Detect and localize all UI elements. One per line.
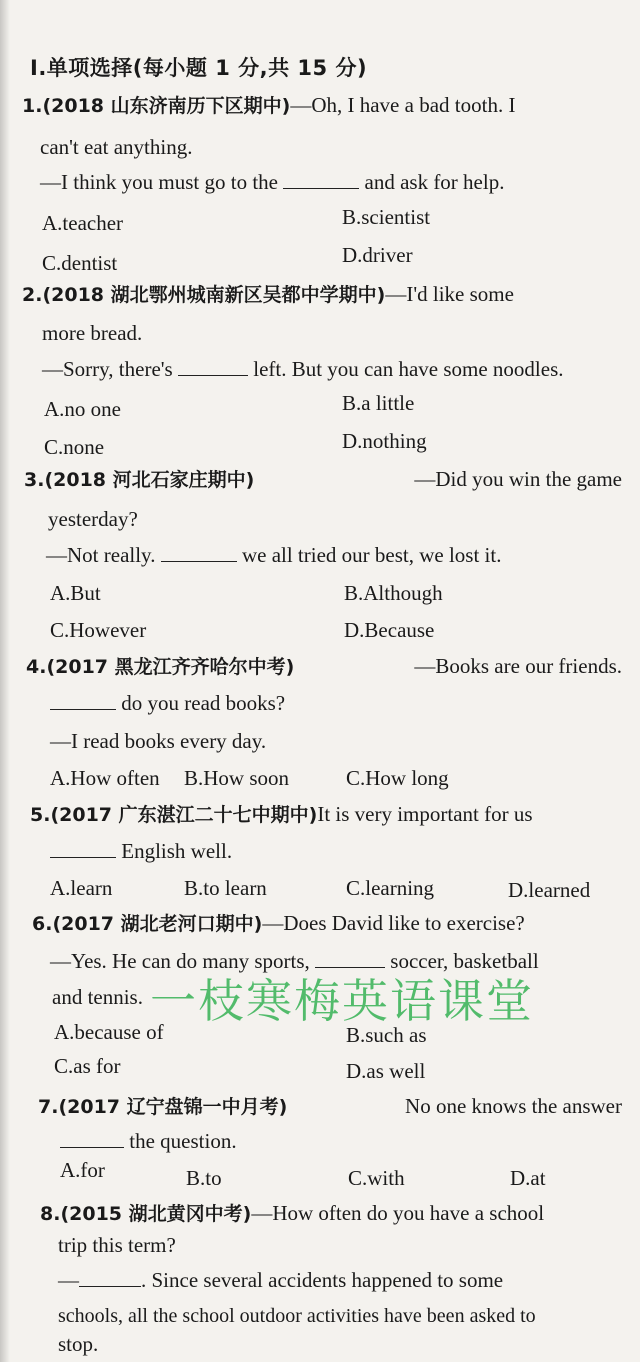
q4-text1: —Books are our friends.	[414, 654, 622, 678]
q5-number: 5.	[30, 804, 51, 826]
q3-number: 3.	[24, 469, 45, 491]
q3-option-c[interactable]: C.However	[50, 618, 147, 642]
q6-number: 6.	[32, 913, 53, 935]
q3-option-d[interactable]: D.Because	[344, 618, 435, 642]
q4-option-b[interactable]: B.How soon	[184, 766, 290, 790]
q1-number: 1.	[22, 95, 43, 117]
q7-option-a[interactable]: A.for	[60, 1158, 105, 1182]
q1-source: (2018 山东济南历下区期中)	[42, 95, 291, 117]
q2-option-c[interactable]: C.none	[44, 435, 105, 459]
q5-option-a[interactable]: A.learn	[50, 876, 113, 900]
q6-line1	[32, 910, 525, 937]
q2-option-a[interactable]: A.no one	[44, 397, 121, 421]
q4-number: 4.	[26, 656, 47, 678]
q4-blank	[50, 691, 116, 710]
section-title: Ⅰ.单项选择(每小题 1 分,共 15 分)	[30, 56, 368, 80]
q3-line3	[46, 542, 501, 568]
q6-text2a: —Yes. He can do many sports,	[50, 949, 310, 973]
watermark-text: 一枝寒梅英语课堂	[150, 974, 534, 1028]
q7-option-c[interactable]: C.with	[348, 1166, 405, 1190]
q1-option-d[interactable]: D.driver	[342, 243, 413, 267]
q1-line3	[40, 169, 504, 195]
q1-line2: can't eat anything.	[40, 135, 193, 159]
q2-line3	[42, 356, 564, 382]
q6-line3: and tennis.	[52, 985, 143, 1009]
q2-text3b: left. But you can have some noodles.	[253, 357, 564, 381]
q4-source: (2017 黑龙江齐齐哈尔中考)	[46, 656, 295, 678]
q1-text3b: and ask for help.	[364, 170, 505, 194]
q6-option-d[interactable]: D.as well	[346, 1059, 426, 1083]
q2-option-d[interactable]: D.nothing	[342, 429, 427, 453]
q2-blank	[178, 357, 248, 376]
q8-line3	[58, 1267, 503, 1293]
q6-option-b[interactable]: B.such as	[346, 1023, 427, 1047]
q6-option-c[interactable]: C.as for	[54, 1054, 121, 1078]
q8-line1	[40, 1200, 544, 1227]
q2-text1: —I'd like some	[385, 282, 514, 306]
q5-text1: It is very important for us	[317, 802, 533, 826]
q1-text3a: —I think you must go to the	[40, 170, 278, 194]
q6-text2b: soccer, basketball	[390, 949, 539, 973]
q5-blank	[50, 839, 116, 858]
q3-line1	[24, 466, 622, 493]
q8-blank	[79, 1268, 141, 1287]
q5-line1	[30, 801, 533, 828]
q4-line1	[26, 653, 622, 680]
q8-text3a: —	[58, 1268, 79, 1292]
q6-source: (2017 湖北老河口期中)	[52, 913, 263, 935]
q8-source: (2015 湖北黄冈中考)	[60, 1203, 252, 1225]
q2-line1	[22, 281, 514, 308]
q5-option-c[interactable]: C.learning	[346, 876, 435, 900]
q8-text1: —How often do you have a school	[251, 1201, 545, 1225]
q1-option-b[interactable]: B.scientist	[342, 205, 431, 229]
q7-text2b: the question.	[129, 1129, 237, 1153]
q2-line2: more bread.	[42, 321, 143, 345]
q1-blank	[283, 170, 359, 189]
q8-text3b: . Since several accidents happened to some	[141, 1268, 504, 1292]
q4-line3: —I read books every day.	[50, 729, 267, 753]
q8-number: 8.	[40, 1203, 61, 1225]
q7-source: (2017 辽宁盘锦一中月考)	[58, 1096, 288, 1118]
q3-text1: —Did you win the game	[414, 467, 622, 491]
q4-text2b: do you read books?	[121, 691, 286, 715]
q3-option-b[interactable]: B.Although	[344, 581, 443, 605]
q4-option-a[interactable]: A.How often	[50, 766, 160, 790]
q7-text1: No one knows the answer	[405, 1094, 622, 1118]
q4-option-c[interactable]: C.How long	[346, 766, 449, 790]
q5-line2	[50, 838, 232, 864]
q8-line5: stop.	[58, 1332, 99, 1356]
q3-blank	[161, 543, 237, 562]
q2-option-b[interactable]: B.a little	[342, 391, 415, 415]
q1-option-a[interactable]: A.teacher	[42, 211, 124, 235]
q7-option-d[interactable]: D.at	[510, 1166, 546, 1190]
q5-option-b[interactable]: B.to learn	[184, 876, 267, 900]
q1-text1: —Oh, I have a bad tooth. I	[290, 93, 516, 117]
q7-line1	[38, 1093, 622, 1120]
q2-text3a: —Sorry, there's	[42, 357, 173, 381]
q2-number: 2.	[22, 284, 43, 306]
q5-text2b: English well.	[121, 839, 233, 863]
q3-text3a: —Not really.	[46, 543, 156, 567]
q3-source: (2018 河北石家庄期中)	[44, 469, 255, 491]
page-edge-shadow	[0, 0, 10, 1362]
q6-option-a[interactable]: A.because of	[54, 1020, 164, 1044]
q3-option-a[interactable]: A.But	[50, 581, 101, 605]
q3-line2: yesterday?	[48, 507, 138, 531]
q8-line2: trip this term?	[58, 1233, 176, 1257]
q7-line2	[60, 1128, 237, 1154]
q3-text3b: we all tried our best, we lost it.	[241, 543, 502, 567]
q1-option-c[interactable]: C.dentist	[42, 251, 118, 275]
q7-option-b[interactable]: B.to	[186, 1166, 222, 1190]
q4-line2	[50, 690, 285, 716]
q7-blank	[60, 1129, 124, 1148]
q5-source: (2017 广东湛江二十七中期中)	[50, 804, 318, 826]
q7-number: 7.	[38, 1096, 59, 1118]
q5-option-d[interactable]: D.learned	[508, 878, 591, 902]
q8-line4: schools, all the school outdoor activities have been asked to	[58, 1305, 536, 1327]
q1-line1	[22, 92, 622, 119]
q6-text1: —Does David like to exercise?	[262, 911, 525, 935]
q2-source: (2018 湖北鄂州城南新区吴都中学期中)	[42, 284, 386, 306]
